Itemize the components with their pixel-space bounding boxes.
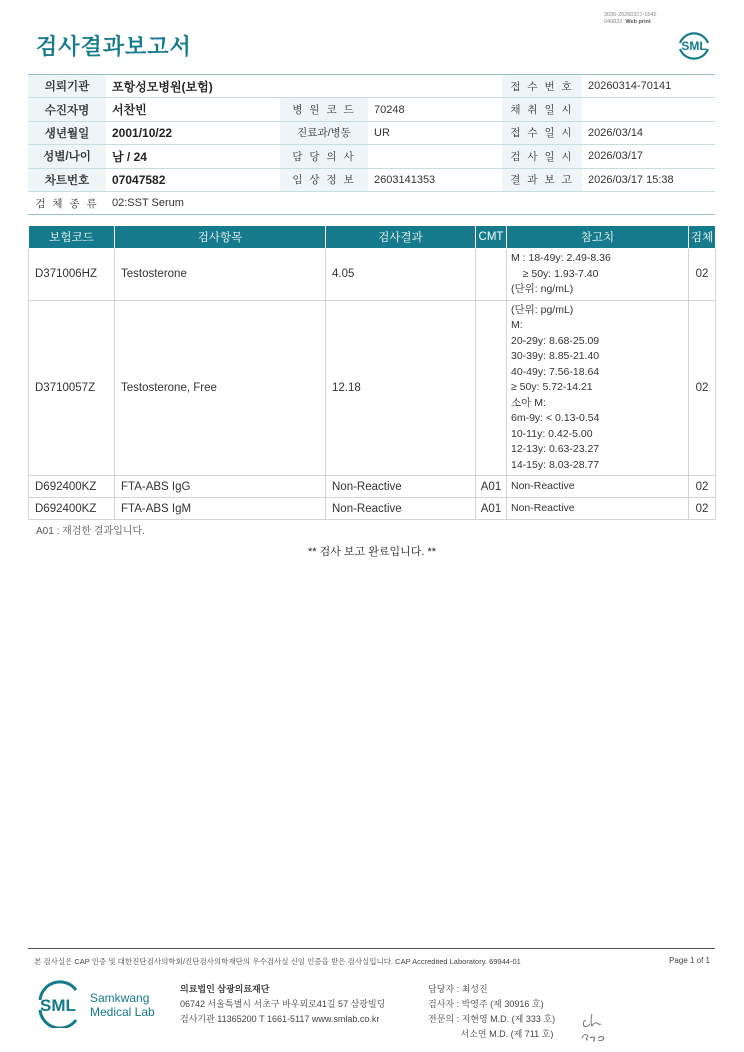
clinical-value: 2603141353 [368,168,502,191]
patient-name-value: 서찬빈 [106,98,280,121]
request-org-label: 의뢰기관 [28,75,106,98]
birth-value: 2001/10/22 [106,121,280,144]
result-value: 4.05 [326,249,476,301]
result-value: 12.18 [326,300,476,476]
test-date-label: 검 사 일 시 [502,145,582,168]
reference-line: 12-13y: 0.63-23.27 [511,443,600,455]
reference-line: 40-49y: 7.56-18.64 [511,365,600,378]
staff-specialist-1: 전문의 : 지현영 M.D. (제 333 호) [428,1014,556,1024]
hospital-code-value: 70248 [368,98,502,121]
chart-label: 차트번호 [28,168,106,191]
reference-line: 6m-9y: < 0.13-0.54 [511,412,600,424]
reference-line: (단위: pg/mL) [511,303,574,316]
header-code: 보험코드 [29,226,115,249]
reference-line: 30-39y: 8.85-21.40 [511,350,600,362]
result-code: D692400KZ [29,476,115,498]
result-row [29,249,716,301]
logo-bottom-text-2: Medical Lab [90,1005,155,1019]
result-comment [476,249,507,301]
collection-date-label: 채 취 일 시 [502,98,582,121]
reference-line: ≥ 50y: 5.72-14.21 [511,381,593,393]
result-comment: A01 [476,476,507,498]
result-comment [476,300,507,476]
receipt-no-label: 접 수 번 호 [502,75,582,98]
chart-value: 07047582 [106,168,280,191]
staff-specialist-2: 서소연 M.D. (제 711 호) [428,1029,554,1039]
patient-info-table [28,74,715,215]
result-row [29,476,716,498]
sex-age-value: 남 / 24 [106,145,280,168]
logo-bottom-text-1: Samkwang [90,991,150,1005]
reference-line: M: [511,319,523,331]
info-row [28,168,715,191]
collection-date-value [582,98,715,121]
result-row [29,498,716,520]
signature-icon [578,1008,612,1044]
result-code: D371006HZ [29,249,115,301]
birth-label: 생년월일 [28,121,106,144]
sex-age-label: 성별/나이 [28,145,106,168]
print-mode: Web print [625,18,651,25]
reference-line: Non-Reactive [511,479,575,492]
footer-divider [28,948,715,949]
page-number: Page 1 of 1 [669,956,710,965]
result-item: Testosterone [115,249,326,301]
logo-bottom-mark: SML [40,996,76,1015]
info-row [28,145,715,168]
staff-tester: 검사자 : 박영주 (제 30916 호) [428,999,544,1009]
result-code: D692400KZ [29,498,115,520]
document-id-line [604,19,684,26]
result-value: Non-Reactive [326,476,476,498]
header-result: 검사결과 [326,226,476,249]
comment-note: A01 : 재검한 결과입니다. [36,526,145,537]
reference-line: 14-15y: 8.03-28.77 [511,458,600,471]
hospital-code-label: 병 원 코 드 [280,98,368,121]
result-reference [507,300,689,476]
results-header-row [29,226,716,249]
result-reference [507,476,689,498]
result-row [29,300,716,476]
test-date-value: 2026/03/17 [582,145,715,168]
header-specimen: 검체 [689,226,716,249]
result-item: FTA-ABS IgG [115,476,326,498]
specimen-label: 검 체 종 류 [28,191,106,214]
report-complete-text: ** 검사 보고 완료입니다. ** [307,546,437,558]
report-label: 결 과 보 고 [502,168,582,191]
reference-line: Non-Reactive [511,501,575,514]
result-reference [507,498,689,520]
header-cmt: CMT [476,226,507,249]
reference-line: 10-11y: 0.42-5.00 [511,427,593,440]
staff-manager: 담당자 : 최성진 [428,984,488,994]
results-body [29,249,716,520]
result-item: FTA-ABS IgM [115,498,326,520]
result-item: Testosterone, Free [115,300,326,476]
clinical-label: 임 상 정 보 [280,168,368,191]
receipt-date-value: 2026/03/14 [582,121,715,144]
page-title: 검사결과보고서 [36,34,192,59]
accreditation-text: 본 검사실은 CAP 인증 및 대한진단검사의학회/진단검사의학재단의 우수검사실 신임 인증을 받은 검사실입니다. CAP Accredited Laboratory. 69944-01 [34,957,521,966]
logo-mark-text: SML [681,39,707,53]
doctor-label: 담 당 의 사 [280,145,368,168]
institution-contact: 검사기관 11365200 T 1661-5117 www.smlab.co.kr [180,1014,380,1024]
info-row [28,121,715,144]
info-row [28,191,715,214]
header-reference: 참고치 [507,226,689,249]
dept-label: 진료과/병동 [280,121,368,144]
request-org-value: 포항성모병원(보험) [106,75,502,98]
results-table [28,225,716,520]
doctor-value [368,145,502,168]
receipt-no-value: 20260314-70141 [582,75,715,98]
sml-logo-icon [674,26,714,64]
reference-line: ≥ 50y: 1.93-7.40 [511,267,599,280]
result-value: Non-Reactive [326,498,476,520]
info-row [28,98,715,121]
document-meta [604,12,684,25]
document-id: 040822 [604,18,623,25]
result-specimen: 02 [689,249,716,301]
result-specimen: 02 [689,476,716,498]
result-code: D3710057Z [29,300,115,476]
institution-address: 06742 서울특별시 서초구 바우뫼로41길 57 삼광빌딩 [180,999,386,1009]
institution-name: 의료법인 삼광의료재단 [180,984,270,994]
receipt-date-label: 접 수 일 시 [502,121,582,144]
info-row [28,75,715,98]
specimen-value: 02:SST Serum [106,191,715,214]
reference-line: (단위: ng/mL) [511,283,574,295]
result-comment: A01 [476,498,507,520]
reference-line: 소아 M: [511,396,546,409]
result-specimen: 02 [689,300,716,476]
report-value: 2026/03/17 15:38 [582,168,715,191]
reference-line: M : 18-49y: 2.49-8.36 [511,252,611,264]
patient-name-label: 수진자명 [28,98,106,121]
result-reference [507,249,689,301]
header-item: 검사항목 [115,226,326,249]
reference-line: 20-29y: 8.68-25.09 [511,334,600,347]
dept-value: UR [368,121,502,144]
document-code: 3036-20260317-1542 [604,12,657,18]
result-specimen: 02 [689,498,716,520]
